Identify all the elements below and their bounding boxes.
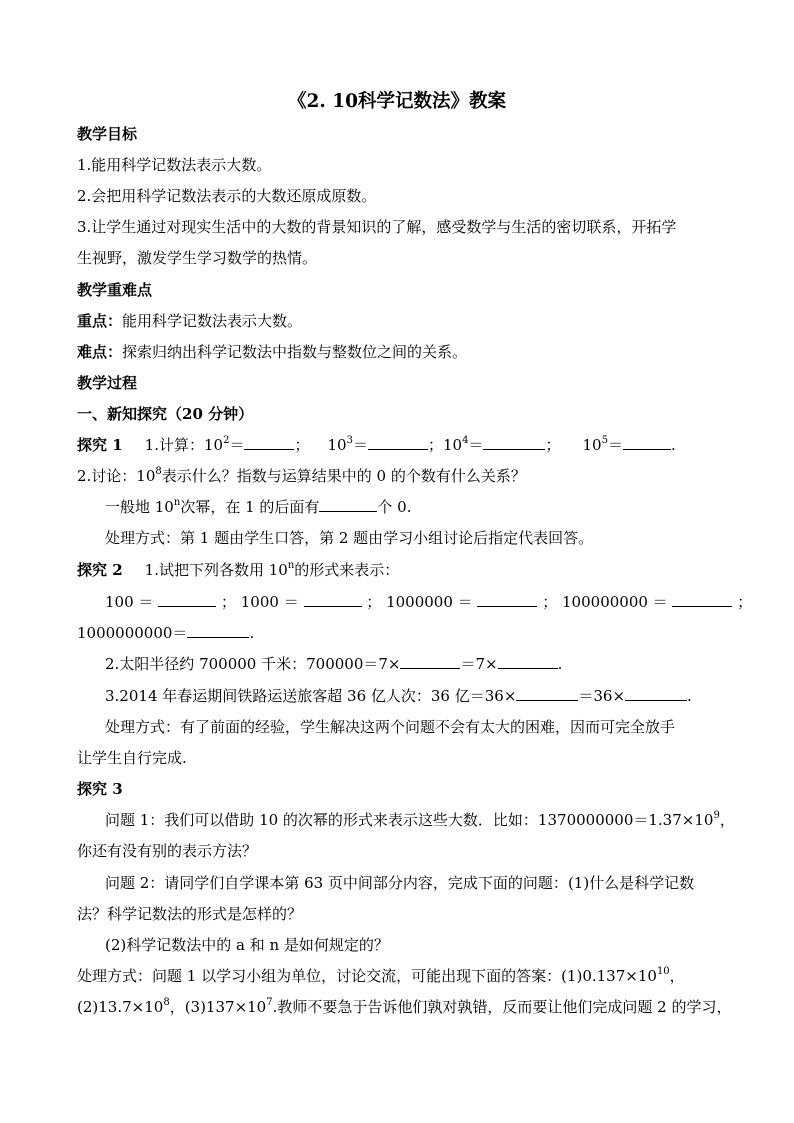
explore-2-method-line-1: 处理方式：有了前面的经验，学生解决这两个问题不会有太大的困难，因而可完全放手 bbox=[105, 718, 676, 736]
answer-blank bbox=[158, 592, 216, 607]
explore-2-method-line-2: 让学生自行完成. bbox=[77, 749, 187, 767]
answer-blank bbox=[672, 592, 732, 607]
explore-1-general: 一般地 10$^n$次幂，在 1 的后面有 个 0. bbox=[105, 497, 412, 516]
explore-3-problem-2-cont: 法？科学记数法的形式是怎样的？ bbox=[77, 905, 303, 923]
explore-2-numbers-line-2: 1000000000＝ . bbox=[77, 624, 255, 642]
explore-3-problem-2-sub: (2)科学记数法中的 a 和 n 是如何规定的？ bbox=[105, 936, 389, 954]
part-1-heading: 一、新知探究（20 分钟） bbox=[77, 405, 254, 423]
explore-3-method-line-2: $(2)13.7\times 10^8$，$(3)137\times 10^7$.教师不要急于告诉他们孰对孰错，反而要让他们完成问题 2 的学习， bbox=[77, 997, 732, 1016]
goal-2: 2.会把用科学记数法表示的大数还原成原数。 bbox=[77, 187, 377, 205]
explore-3-problem-1: 问题 1：我们可以借助 10 的次幂的形式来表示这些大数．比如：$1370000000=1.37\times 10^9$， bbox=[105, 810, 735, 829]
explore-3-problem-1-cont: 你还有没有别的表示方法？ bbox=[77, 842, 258, 860]
answer-blank bbox=[516, 686, 578, 701]
key-point: 重点：能用科学记数法表示大数。 bbox=[77, 312, 303, 330]
answer-blank bbox=[187, 623, 249, 638]
difficult-point: 难点：探索归纳出科学记数法中指数与整数位之间的关系。 bbox=[77, 343, 468, 361]
answer-blank bbox=[498, 654, 558, 669]
answer-blank bbox=[625, 686, 687, 701]
explore-1-q1: 探究 1 1.计算：$10^2=$ ； $10^3=$ ；$10^4=$ ； $10^5=$ . bbox=[77, 435, 676, 454]
section-heading-goals: 教学目标 bbox=[77, 125, 138, 143]
answer-blank bbox=[477, 592, 537, 607]
explore-3-method-line-1: 处理方式：问题 1 以学习小组为单位，讨论交流，可能出现下面的答案：$(1)0.137\times 10^{10}$， bbox=[77, 966, 685, 985]
answer-blank bbox=[304, 592, 362, 607]
explore-1-method: 处理方式：第 1 题由学生口答，第 2 题由学习小组讨论后指定代表回答。 bbox=[105, 529, 594, 547]
answer-blank bbox=[244, 435, 294, 450]
answer-blank bbox=[368, 435, 428, 450]
section-heading-key-points: 教学重难点 bbox=[77, 281, 153, 299]
section-heading-process: 教学过程 bbox=[77, 374, 138, 392]
explore-3-heading: 探究 3 bbox=[77, 780, 123, 798]
explore-2-q1: 探究 2 1.试把下列各数用 10$^n$的形式来表示： bbox=[77, 560, 400, 579]
answer-blank bbox=[400, 654, 460, 669]
explore-3-problem-2: 问题 2：请同学们自学课本第 63 页中间部分内容，完成下面的问题：(1)什么是科学记数 bbox=[105, 874, 695, 892]
goal-3-line-1: 3.让学生通过对现实生活中的大数的背景知识的了解，感受数学与生活的密切联系，开拓学 bbox=[77, 218, 677, 236]
answer-blank bbox=[623, 435, 671, 450]
goal-1: 1.能用科学记数法表示大数。 bbox=[77, 156, 272, 174]
explore-2-numbers-line-1: 100 ＝ ； 1000 ＝ ； 1000000 ＝ ； 100000000 ＝ ； bbox=[105, 593, 753, 611]
explore-1-q2: 2.讨论：$10^8$表示什么？指数与运算结果中的 0 的个数有什么关系？ bbox=[77, 466, 526, 485]
answer-blank bbox=[319, 497, 377, 512]
explore-2-q3: 3.2014 年春运期间铁路运送旅客超 36 亿人次：36 亿＝36× ＝36× . bbox=[105, 687, 692, 705]
explore-2-q2: 2.太阳半径约 700000 千米：700000＝7× ＝7× . bbox=[105, 655, 563, 673]
answer-blank bbox=[483, 435, 545, 450]
goal-3-line-2: 生视野，激发学生学习数学的热情。 bbox=[77, 249, 318, 267]
page-title: 《2. 10科学记数法》教案 bbox=[288, 91, 506, 112]
